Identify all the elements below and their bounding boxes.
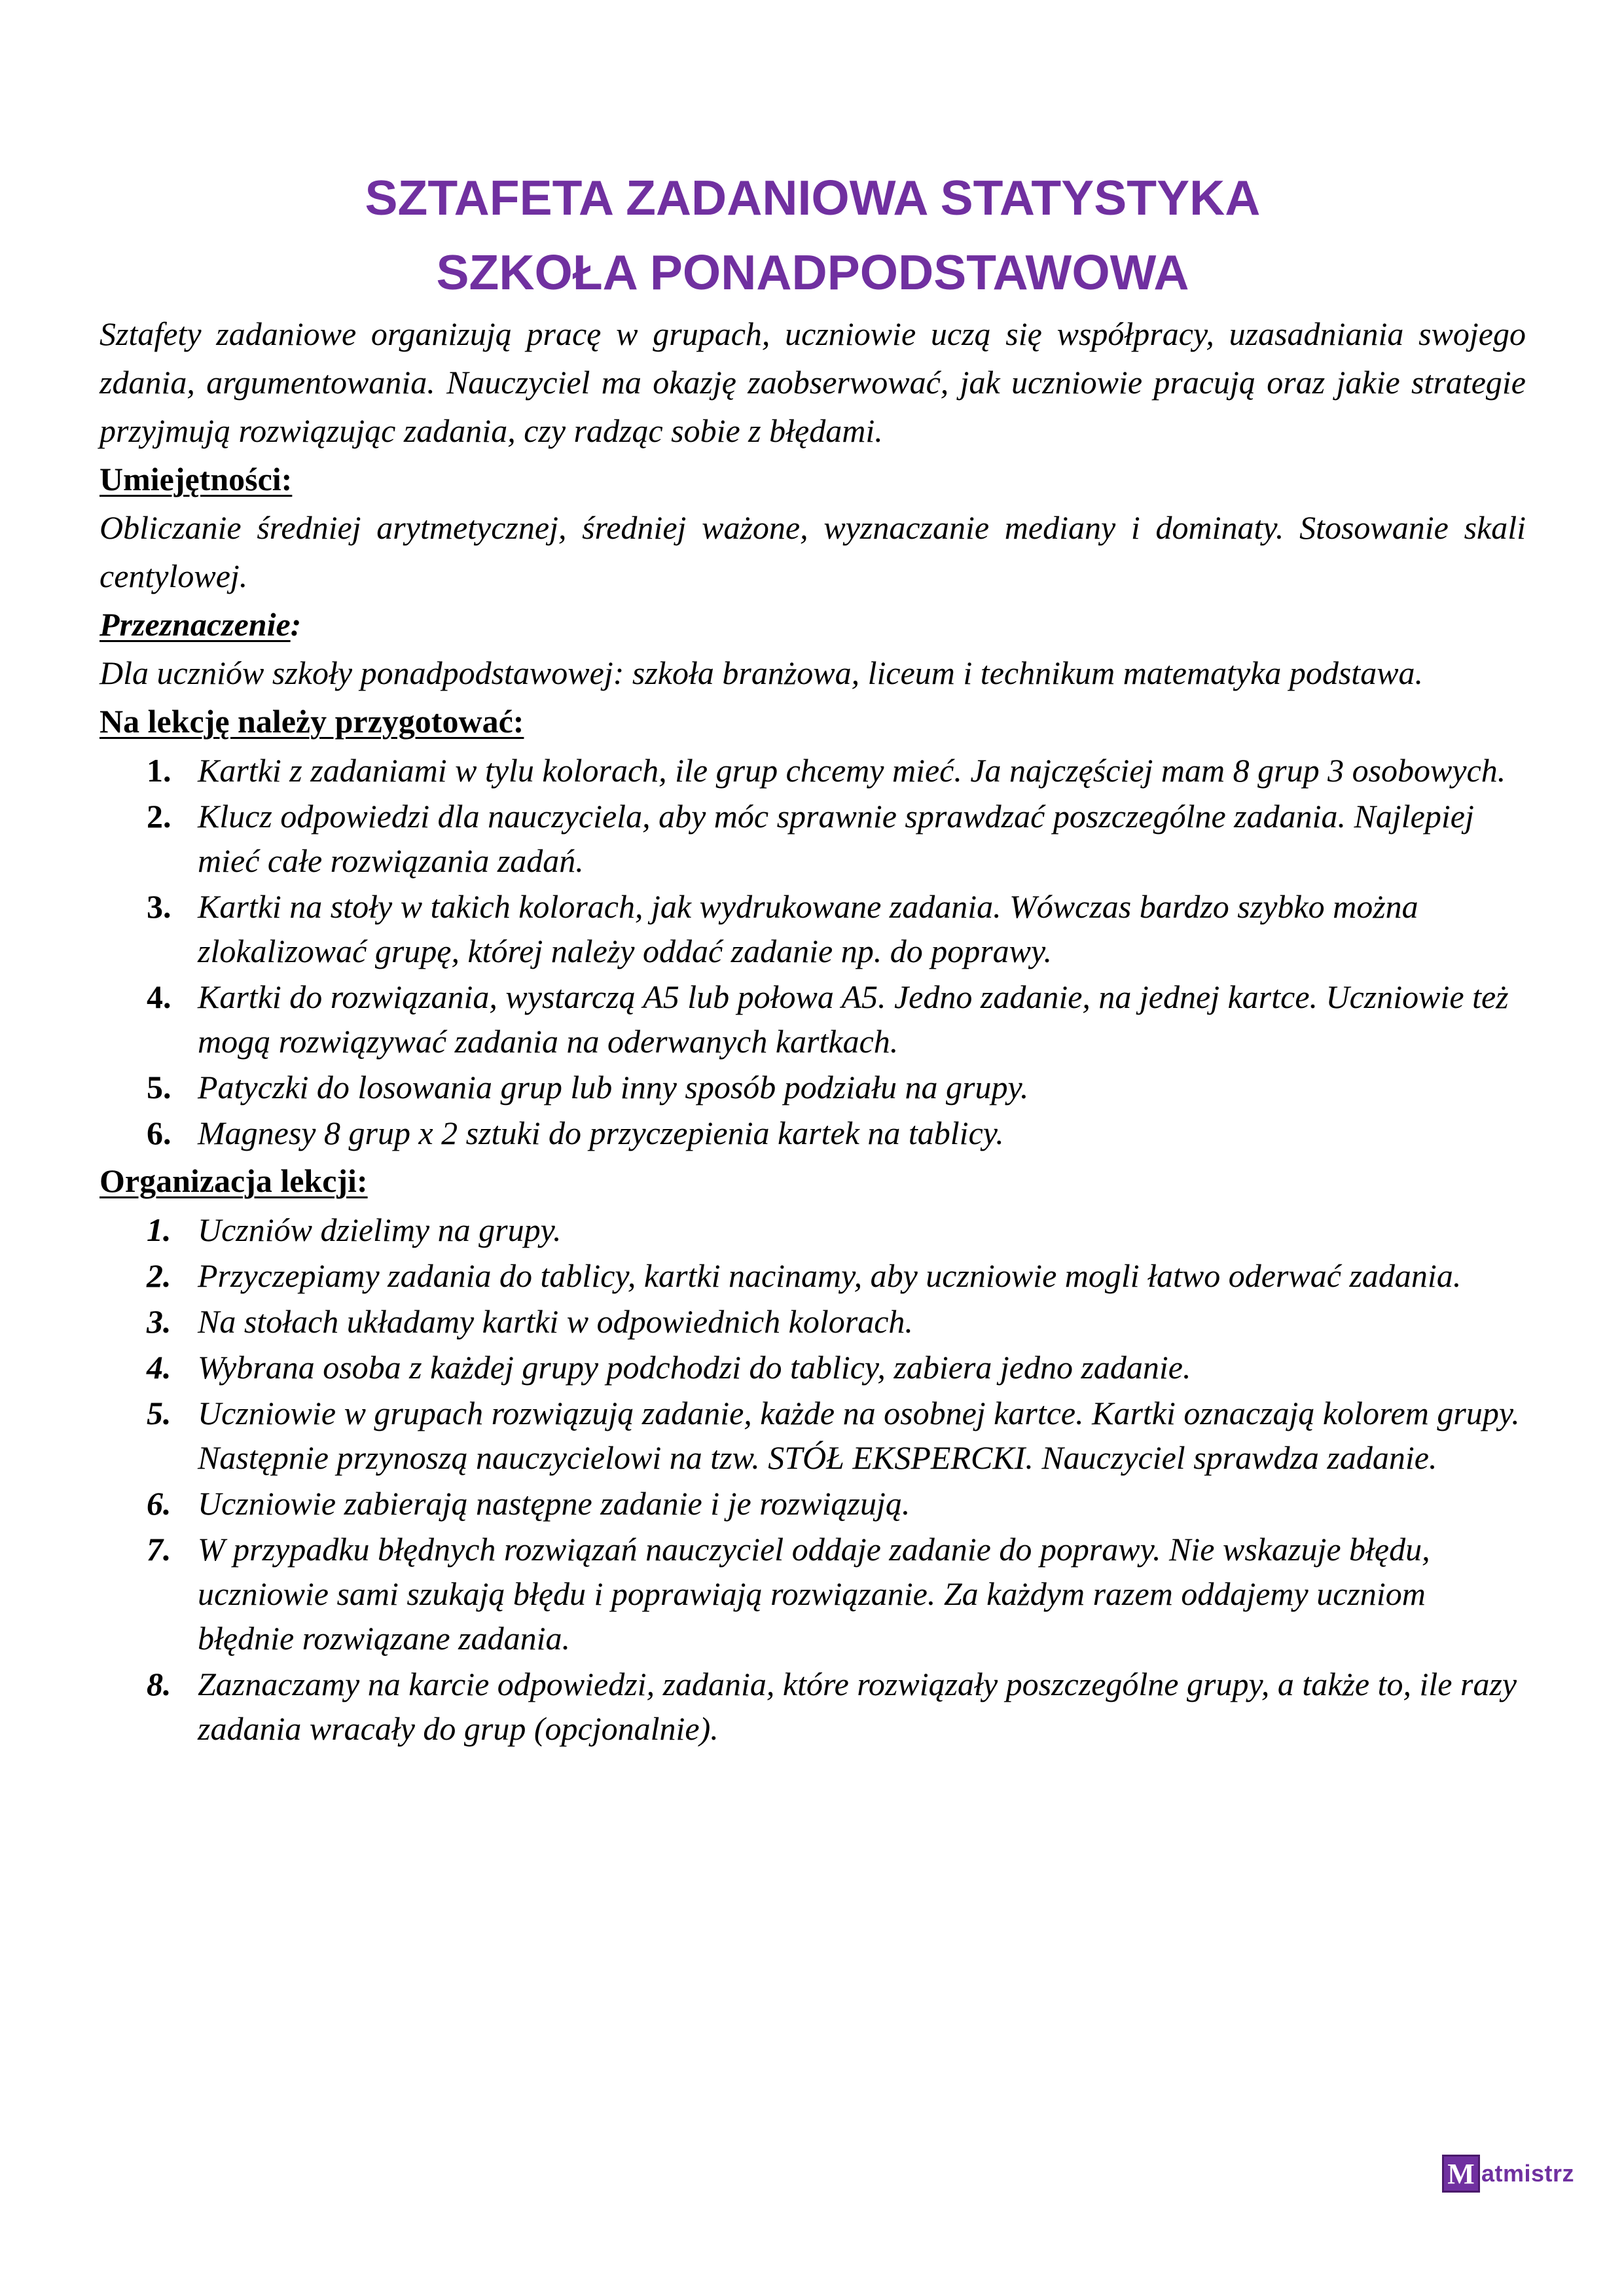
list-item: Uczniowie w grupach rozwiązują zadanie, każde na osobnej kartce. Kartki oznaczają kolorem grupy. Następnie przynoszą nauczycielowi na tzw. STÓŁ EKSPERCKI. Nauczyciel sprawdza zadanie.	[198, 1395, 1520, 1476]
matmistrz-logo-icon	[1442, 2155, 1480, 2193]
list-item: Kartki na stoły w takich kolorach, jak wydrukowane zadania. Wówczas bardzo szybko można zlokalizować grupę, której należy oddać zadanie np. do poprawy.	[198, 888, 1418, 969]
matmistrz-logo-text: atmistrz	[1481, 2160, 1574, 2187]
page-title-line-2: SZKOŁA PONADPODSTAWOWA	[436, 245, 1189, 300]
heading-purpose-colon: :	[290, 606, 302, 643]
list-item: Kartki z zadaniami w tylu kolorach, ile grup chcemy mieć. Ja najczęściej mam 8 grup 3 osobowych.	[198, 752, 1506, 789]
heading-prepare-text: Na lekcję należy przygotować:	[99, 703, 524, 740]
list-item: Zaznaczamy na karcie odpowiedzi, zadania, które rozwiązały poszczególne grupy, a także to, ile razy zadania wracały do grup (opcjonalnie).	[198, 1666, 1517, 1747]
list-item: Magnesy 8 grup x 2 sztuki do przyczepienia kartek na tablicy.	[198, 1115, 1004, 1151]
list-item: Uczniów dzielimy na grupy.	[198, 1211, 562, 1248]
heading-organization	[99, 1157, 1526, 1205]
list-item: Na stołach układamy kartki w odpowiednich kolorach.	[198, 1303, 913, 1340]
purpose-paragraph: Dla uczniów szkoły ponadpodstawowej: szkoła branżowa, liceum i technikum matematyka podstawa.	[99, 655, 1424, 691]
page-title-line-1: SZTAFETA ZADANIOWA STATYSTYKA	[365, 170, 1261, 225]
heading-organization-text: Organizacja lekcji:	[99, 1162, 368, 1199]
list-item: Patyczki do losowania grup lub inny sposób podziału na grupy.	[198, 1069, 1029, 1105]
intro-paragraph: Sztafety zadaniowe organizują pracę w grupach, uczniowie uczą się współpracy, uzasadniania swojego zdania, argumentowania. Nauczyciel ma okazję zaobserwować, jak uczniowie pracują oraz jakie strategie przyjmują rozwiązując zadania, czy radząc sobie z błędami.	[99, 315, 1526, 449]
list-item: Kartki do rozwiązania, wystarczą A5 lub połowa A5. Jedno zadanie, na jednej kartce. Uczniowie też mogą rozwiązywać zadania na oderwanych kartkach.	[198, 978, 1509, 1060]
heading-prepare	[99, 697, 1526, 745]
page-title	[99, 160, 1526, 310]
list-item: W przypadku błędnych rozwiązań nauczyciel oddaje zadanie do poprawy. Nie wskazuje błędu, uczniowie sami szukają błędu i poprawiają rozwiązanie. Za każdym razem oddajemy uczniom błędnie rozwiązane zadania.	[198, 1531, 1430, 1657]
prepare-list	[99, 748, 1526, 1155]
heading-purpose	[99, 600, 1526, 649]
organization-list	[99, 1208, 1526, 1751]
list-item: Klucz odpowiedzi dla nauczyciela, aby móc sprawnie sprawdzać poszczególne zadania. Najlepiej mieć całe rozwiązania zadań.	[198, 798, 1474, 879]
matmistrz-logo-letter: M	[1447, 2157, 1475, 2190]
heading-skills	[99, 455, 1526, 503]
heading-skills-text: Umiejętności:	[99, 461, 293, 497]
heading-purpose-text: Przeznaczenie	[99, 606, 291, 643]
matmistrz-logo	[1442, 2155, 1574, 2193]
skills-paragraph: Obliczanie średniej arytmetycznej, średniej ważone, wyznaczanie mediany i dominaty. Stosowanie skali centylowej.	[99, 509, 1526, 594]
list-item: Przyczepiamy zadania do tablicy, kartki nacinamy, aby uczniowie mogli łatwo oderwać zadania.	[198, 1257, 1462, 1294]
list-item: Wybrana osoba z każdej grupy podchodzi do tablicy, zabiera jedno zadanie.	[198, 1349, 1191, 1386]
list-item: Uczniowie zabierają następne zadanie i je rozwiązują.	[198, 1485, 911, 1522]
